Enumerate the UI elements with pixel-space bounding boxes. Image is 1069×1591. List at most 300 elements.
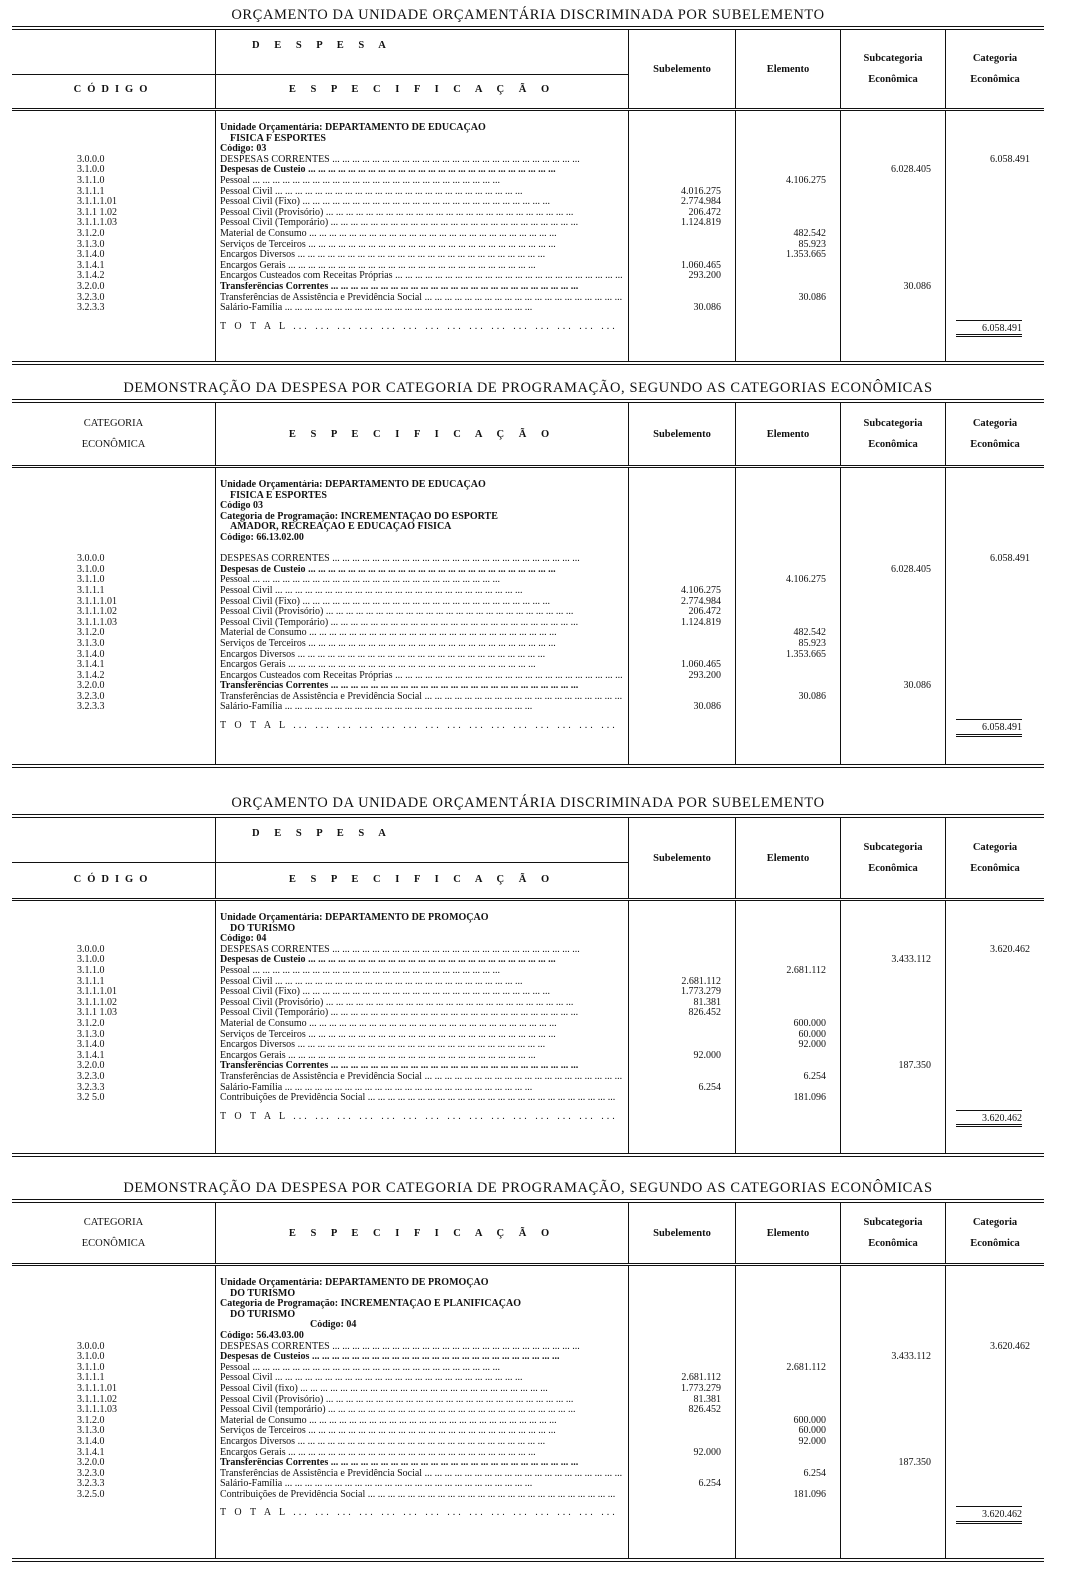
row-subcat-value: [841, 1395, 931, 1406]
table-header: [12, 814, 1044, 901]
elemento-column: [735, 1266, 840, 1558]
row-elem-value: [736, 1352, 826, 1363]
row-sub-value: 30.086: [693, 702, 721, 713]
elemento-column: [735, 111, 840, 361]
blank-line: [946, 533, 1030, 544]
row-sub-value: [629, 165, 721, 176]
row-cat-value: [946, 208, 1030, 219]
row-elem-value: [736, 1061, 826, 1072]
blank-line: [629, 123, 721, 134]
blank-line: [77, 522, 215, 533]
row-sub-value: [629, 554, 721, 565]
row-code: 3.1.1.0: [77, 1362, 105, 1373]
row-elem-value: 4.106.275: [786, 575, 826, 586]
blank-line: [736, 1278, 826, 1289]
row-description: Transferências de Assistência e Previdência Social ... .: [220, 293, 622, 304]
row-sub-value: 1.773.279: [681, 987, 721, 998]
row-elem-value: [736, 586, 826, 597]
blank-line: [841, 934, 931, 945]
row-description: Material de Consumo ... .: [220, 229, 622, 240]
blank-line: [946, 1299, 1030, 1310]
row-code: 3.2.3.0: [77, 292, 105, 303]
row-subcat-value: [841, 1051, 931, 1062]
row-cat-value: [946, 271, 1030, 282]
header-elem-label: Elemento: [766, 1227, 810, 1239]
blank-line: [946, 491, 1030, 502]
row-description: Despesas de Custeio ... .: [220, 565, 622, 576]
row-elem-value: [736, 187, 826, 198]
row-cat-value: [946, 1093, 1030, 1104]
section-title: ORÇAMENTO DA UNIDADE ORÇAMENTÁRIA DISCRIMINADA POR SUBELEMENTO: [231, 7, 825, 23]
row-code: 3.0.0.0: [77, 154, 105, 165]
blank-line: [77, 144, 215, 155]
unit-description-line: Unidade Orçamentária: DEPARTAMENTO DE PROMOÇAO: [220, 1278, 489, 1288]
row-sub-value: [629, 1416, 721, 1427]
row-cat-value: [946, 1040, 1030, 1051]
row-sub-value: 1.060.465: [681, 660, 721, 671]
row-elem-value: [736, 1405, 826, 1416]
row-subcat-value: [841, 1479, 931, 1490]
budget-section: [12, 4, 1044, 365]
row-subcat-value: [841, 1093, 931, 1104]
row-subcat-value: [841, 1342, 931, 1353]
blank-line: [946, 134, 1030, 145]
blank-line: [946, 934, 1030, 945]
row-sub-value: 293.200: [688, 670, 721, 681]
blank-line: [736, 721, 826, 732]
row-sub-value: [629, 1030, 721, 1041]
row-elem-value: [736, 660, 826, 671]
blank-line: [946, 522, 1030, 533]
blank-line: [946, 512, 1030, 523]
header-elem-label: Elemento: [766, 428, 810, 440]
row-sub-value: [629, 565, 721, 576]
row-code: 3.1.1.1: [77, 1373, 105, 1384]
header-sub: [628, 818, 735, 898]
blank-line: [77, 480, 215, 491]
row-description: Pessoal Civil (Temporário) ... .: [220, 1008, 622, 1019]
row-elem-value: [736, 1083, 826, 1094]
row-sub-value: [629, 1040, 721, 1051]
blank-line: [629, 721, 721, 732]
row-elem-value: [736, 671, 826, 682]
blank-line: [629, 512, 721, 523]
header-group-despesa: D E S P E S A: [252, 828, 392, 839]
row-description: Pessoal ... .: [220, 1363, 622, 1374]
row-cat-value: [946, 681, 1030, 692]
row-elem-value: [736, 945, 826, 956]
row-description: Encargos Diversos ... .: [220, 250, 622, 261]
header-first-column: [12, 818, 215, 898]
row-subcat-value: [841, 1426, 931, 1437]
row-sub-value: [629, 1342, 721, 1353]
blank-line: [841, 1331, 931, 1342]
row-subcat-value: [841, 1030, 931, 1041]
row-elem-value: [736, 702, 826, 713]
unit-description-line: FISICA F ESPORTES: [230, 133, 326, 144]
row-elem-value: [736, 565, 826, 576]
row-subcat-value: [841, 987, 931, 998]
table-body: [12, 468, 1044, 768]
row-cat-value: [946, 1008, 1030, 1019]
header-subcat: [840, 30, 945, 108]
blank-line: [629, 913, 721, 924]
subelemento-column: [628, 111, 735, 361]
row-description: Material de Consumo ... .: [220, 628, 622, 639]
row-elem-value: [736, 271, 826, 282]
blank-line: [77, 533, 215, 544]
row-description: Pessoal Civil ... .: [220, 187, 622, 198]
row-elem-value: 2.681.112: [786, 965, 826, 976]
total-box: [956, 719, 1022, 737]
blank-line: [841, 1310, 931, 1321]
row-sub-value: [629, 1363, 721, 1374]
row-description: Encargos Gerais ... .: [220, 261, 622, 272]
subcategoria-column: [840, 1266, 945, 1558]
header-cat-label: Categoria Econômica: [970, 418, 1020, 450]
row-sub-value: [629, 692, 721, 703]
specification-column: [215, 901, 628, 1153]
row-description: DESPESAS CORRENTES ... .: [220, 554, 622, 565]
row-subcat-value: [841, 303, 931, 314]
blank-line: [77, 934, 215, 945]
blank-line: [736, 522, 826, 533]
blank-line: [77, 1112, 215, 1123]
row-code: 3.1.4.1: [77, 1050, 105, 1061]
row-description: Transferências de Assistência e Previdência Social ... .: [220, 692, 622, 703]
row-cat-value: [946, 250, 1030, 261]
row-description: Encargos Gerais ... .: [220, 1051, 622, 1062]
table-body: [12, 901, 1044, 1157]
row-subcat-value: [841, 702, 931, 713]
row-code: 3.2.0.0: [77, 681, 105, 692]
header-subcat-label: Subcategoria Econômica: [863, 1217, 923, 1249]
blank-line: [841, 512, 931, 523]
row-cat-value: [946, 261, 1030, 272]
row-code: 3.1.1.1: [77, 585, 105, 596]
row-description: Encargos Diversos ... .: [220, 1437, 622, 1448]
row-description: Serviços de Terceiros ... .: [220, 1426, 622, 1437]
row-elem-value: 92.000: [798, 1436, 826, 1447]
row-subcat-value: 3.433.112: [891, 1352, 931, 1363]
header-subcat-label: Subcategoria Econômica: [863, 418, 923, 450]
unit-description-line: Categoria de Programação: INCREMENTAÇAO E PLANIFICAÇAO: [220, 1299, 521, 1310]
row-code: 3.1.4.0: [77, 649, 105, 660]
unit-description-line: FISICA E ESPORTES: [230, 490, 327, 501]
row-sub-value: [629, 1019, 721, 1030]
row-description: Encargos Diversos ... .: [220, 1040, 622, 1051]
blank-line: [77, 721, 215, 732]
row-elem-value: [736, 618, 826, 629]
blank-line: [736, 1331, 826, 1342]
row-elem-value: [736, 1448, 826, 1459]
row-description: Pessoal Civil ... .: [220, 977, 622, 988]
row-sub-value: [629, 282, 721, 293]
total-value: 3.620.462: [982, 1509, 1022, 1521]
row-description: Salário-Família ... .: [220, 303, 622, 314]
unit-description-line: Unidade Orçamentária: DEPARTAMENTO DE EDUCAÇAO: [220, 123, 486, 133]
row-description: Transferências Correntes ... .: [220, 681, 622, 692]
row-elem-value: 1.353.665: [786, 250, 826, 261]
row-cat-value: [946, 165, 1030, 176]
row-sub-value: 81.381: [693, 1394, 721, 1405]
table-header: [12, 26, 1044, 111]
row-description: Despesas de Custeios ... .: [220, 1352, 622, 1363]
total-box: [956, 320, 1022, 338]
header-elem: [735, 403, 840, 465]
header-especificacao-label: E S P E C I F I C A Ç Ã O: [288, 84, 556, 95]
total-label: T O T A L ... .: [220, 721, 622, 732]
row-cat-value: [946, 1384, 1030, 1395]
row-description: Despesas de Custeio ... .: [220, 165, 622, 176]
row-elem-value: [736, 607, 826, 618]
row-cat-value: [946, 639, 1030, 650]
row-code: 3.1.4.2: [77, 271, 105, 282]
row-subcat-value: 6.028.405: [891, 564, 931, 575]
row-description: Serviços de Terceiros ... .: [220, 639, 622, 650]
budget-section: [12, 1177, 1044, 1562]
blank-line: [946, 1320, 1030, 1331]
table-body: [12, 111, 1044, 365]
row-cat-value: [946, 1395, 1030, 1406]
blank-line: [77, 1278, 215, 1289]
row-description: Transferências Correntes ... .: [220, 282, 622, 293]
row-sub-value: 4.016.275: [681, 186, 721, 197]
row-description: DESPESAS CORRENTES ... .: [220, 1342, 622, 1353]
row-subcat-value: [841, 1416, 931, 1427]
row-elem-value: [736, 155, 826, 166]
row-description: Pessoal Civil ... .: [220, 1373, 622, 1384]
row-subcat-value: [841, 945, 931, 956]
row-code: 3.1.1.1.02: [77, 1394, 117, 1405]
row-cat-value: [946, 607, 1030, 618]
row-sub-value: 92.000: [693, 1050, 721, 1061]
row-cat-value: [946, 1061, 1030, 1072]
header-group-divider: [12, 862, 628, 863]
row-code: 3.1.2.0: [77, 628, 105, 639]
header-cat: [945, 403, 1044, 465]
row-elem-value: [736, 197, 826, 208]
header-elem: [735, 1203, 840, 1263]
header-sub-label: Subelemento: [653, 63, 711, 75]
row-code: 3.1.3.0: [77, 1029, 105, 1040]
row-sub-value: 6.254: [698, 1082, 721, 1093]
row-cat-value: 3.620.462: [990, 1341, 1030, 1352]
row-elem-value: [736, 1458, 826, 1469]
blank-line: [629, 1310, 721, 1321]
row-description: Pessoal ... .: [220, 966, 622, 977]
blank-line: [77, 1299, 215, 1310]
unit-description-line: Código: 56.43.03.00: [220, 1330, 304, 1341]
row-subcat-value: 6.028.405: [891, 165, 931, 176]
row-description: Pessoal Civil (fixo) ... .: [220, 1384, 622, 1395]
blank-line: [220, 544, 622, 555]
blank-line: [629, 924, 721, 935]
header-especificacao-label: E S P E C I F I C A Ç Ã O: [288, 1227, 556, 1239]
total-value: 3.620.462: [982, 1112, 1022, 1124]
row-elem-value: [736, 597, 826, 608]
row-subcat-value: [841, 586, 931, 597]
row-sub-value: 2.774.984: [681, 197, 721, 208]
blank-line: [841, 1299, 931, 1310]
row-code: 3.2.3.3: [77, 702, 105, 713]
row-subcat-value: [841, 271, 931, 282]
row-elem-value: 4.106.275: [786, 175, 826, 186]
row-sub-value: 293.200: [688, 271, 721, 282]
row-elem-value: [736, 208, 826, 219]
total-box: [956, 1506, 1022, 1524]
row-code: 3.1.0.0: [77, 955, 105, 966]
row-cat-value: [946, 998, 1030, 1009]
unit-description-line: Unidade Orçamentária: DEPARTAMENTO DE EDUCAÇAO: [220, 480, 486, 490]
row-sub-value: [629, 681, 721, 692]
row-description: Encargos Gerais ... .: [220, 1448, 622, 1459]
blank-line: [736, 1289, 826, 1300]
row-description: Pessoal ... .: [220, 575, 622, 586]
row-description: Pessoal Civil (Fixo) ... .: [220, 197, 622, 208]
row-cat-value: [946, 197, 1030, 208]
blank-line: [841, 522, 931, 533]
row-subcat-value: [841, 187, 931, 198]
row-subcat-value: 3.433.112: [891, 955, 931, 966]
row-code: 3.1.4.0: [77, 1436, 105, 1447]
code-column: [12, 1266, 215, 1558]
row-sub-value: [629, 650, 721, 661]
row-elem-value: [736, 218, 826, 229]
row-sub-value: 92.000: [693, 1447, 721, 1458]
header-categoria-economica: CATEGORIA ECONÔMICA: [81, 418, 146, 450]
row-code: 3.1.2.0: [77, 1415, 105, 1426]
blank-line: [77, 924, 215, 935]
row-sub-value: [629, 1072, 721, 1083]
table-body: [12, 1266, 1044, 1562]
row-cat-value: [946, 955, 1030, 966]
row-code: 3.1.0.0: [77, 165, 105, 176]
row-description: Pessoal Civil (Temporário) ... .: [220, 618, 622, 629]
row-cat-value: [946, 597, 1030, 608]
header-especificacao: [215, 403, 628, 465]
row-elem-value: 30.086: [798, 292, 826, 303]
row-elem-value: [736, 1395, 826, 1406]
blank-line: [629, 544, 721, 555]
row-sub-value: 826.452: [688, 1405, 721, 1416]
row-elem-value: 6.254: [803, 1468, 826, 1479]
row-subcat-value: [841, 1083, 931, 1094]
blank-line: [77, 512, 215, 523]
row-sub-value: 206.472: [688, 607, 721, 618]
row-cat-value: [946, 692, 1030, 703]
row-subcat-value: 30.086: [903, 681, 931, 692]
row-cat-value: [946, 1448, 1030, 1459]
row-cat-value: [946, 618, 1030, 629]
row-cat-value: [946, 1490, 1030, 1501]
row-description: Pessoal ... .: [220, 176, 622, 187]
row-sub-value: 1.773.279: [681, 1383, 721, 1394]
row-cat-value: [946, 1083, 1030, 1094]
row-sub-value: [629, 1458, 721, 1469]
row-elem-value: 181.096: [793, 1093, 826, 1104]
blank-line: [841, 1112, 931, 1123]
row-code: 3.2.3.0: [77, 691, 105, 702]
row-sub-value: [629, 1490, 721, 1501]
row-description: Pessoal Civil (Provisório) ... .: [220, 208, 622, 219]
blank-line: [77, 491, 215, 502]
blank-line: [629, 533, 721, 544]
row-sub-value: 206.472: [688, 207, 721, 218]
row-code: 3.1.1 1.02: [77, 207, 117, 218]
row-elem-value: 2.681.112: [786, 1362, 826, 1373]
row-description: Encargos Custeados com Receitas Próprias ... .: [220, 271, 622, 282]
row-sub-value: [629, 176, 721, 187]
row-cat-value: [946, 1437, 1030, 1448]
header-cat-label: Categoria Econômica: [970, 1217, 1020, 1249]
blank-line: [946, 924, 1030, 935]
row-elem-value: [736, 303, 826, 314]
row-subcat-value: 30.086: [903, 281, 931, 292]
row-cat-value: [946, 565, 1030, 576]
row-sub-value: 826.452: [688, 1008, 721, 1019]
header-sub-label: Subelemento: [653, 1227, 711, 1239]
row-subcat-value: [841, 554, 931, 565]
unit-description-line: DO TURISMO: [230, 1309, 296, 1320]
row-sub-value: 1.124.819: [681, 617, 721, 628]
specification-column: [215, 468, 628, 764]
row-subcat-value: [841, 575, 931, 586]
row-subcat-value: [841, 671, 931, 682]
row-description: Serviços de Terceiros ... .: [220, 1030, 622, 1041]
header-subcat: [840, 818, 945, 898]
header-especificacao-label: E S P E C I F I C A Ç Ã O: [288, 874, 556, 885]
header-cat: [945, 1203, 1044, 1263]
row-elem-value: [736, 261, 826, 272]
row-description: Contribuições de Previdência Social ... .: [220, 1490, 622, 1501]
row-sub-value: [629, 1469, 721, 1480]
row-cat-value: [946, 187, 1030, 198]
header-first-column: [12, 1203, 215, 1263]
row-subcat-value: [841, 1437, 931, 1448]
blank-line: [841, 491, 931, 502]
header-sub-label: Subelemento: [653, 852, 711, 864]
row-description: DESPESAS CORRENTES ... .: [220, 945, 622, 956]
header-group-divider: [12, 74, 628, 75]
header-elem-label: Elemento: [766, 63, 810, 75]
total-value: 6.058.491: [982, 722, 1022, 734]
row-elem-value: [736, 1373, 826, 1384]
blank-line: [946, 544, 1030, 555]
blank-line: [841, 144, 931, 155]
row-elem-value: [736, 165, 826, 176]
row-elem-value: 181.096: [793, 1489, 826, 1500]
row-cat-value: [946, 702, 1030, 713]
row-code: 3.1.0.0: [77, 1352, 105, 1363]
specification-column: [215, 1266, 628, 1558]
row-elem-value: 600.000: [793, 1415, 826, 1426]
blank-line: [629, 480, 721, 491]
row-description: Material de Consumo ... .: [220, 1416, 622, 1427]
row-description: Pessoal Civil (temporário) ... .: [220, 1405, 622, 1416]
row-elem-value: 482.542: [793, 628, 826, 639]
row-description: DESPESAS CORRENTES ... .: [220, 155, 622, 166]
blank-line: [629, 1320, 721, 1331]
blank-line: [841, 322, 931, 333]
row-code: 3.2 5.0: [77, 1093, 105, 1104]
row-elem-value: [736, 1008, 826, 1019]
code-column: [12, 468, 215, 764]
row-code: 3.1.1.1.01: [77, 197, 117, 208]
header-codigo: CÓDIGO: [73, 84, 154, 95]
row-sub-value: 1.060.465: [681, 260, 721, 271]
header-sub: [628, 1203, 735, 1263]
